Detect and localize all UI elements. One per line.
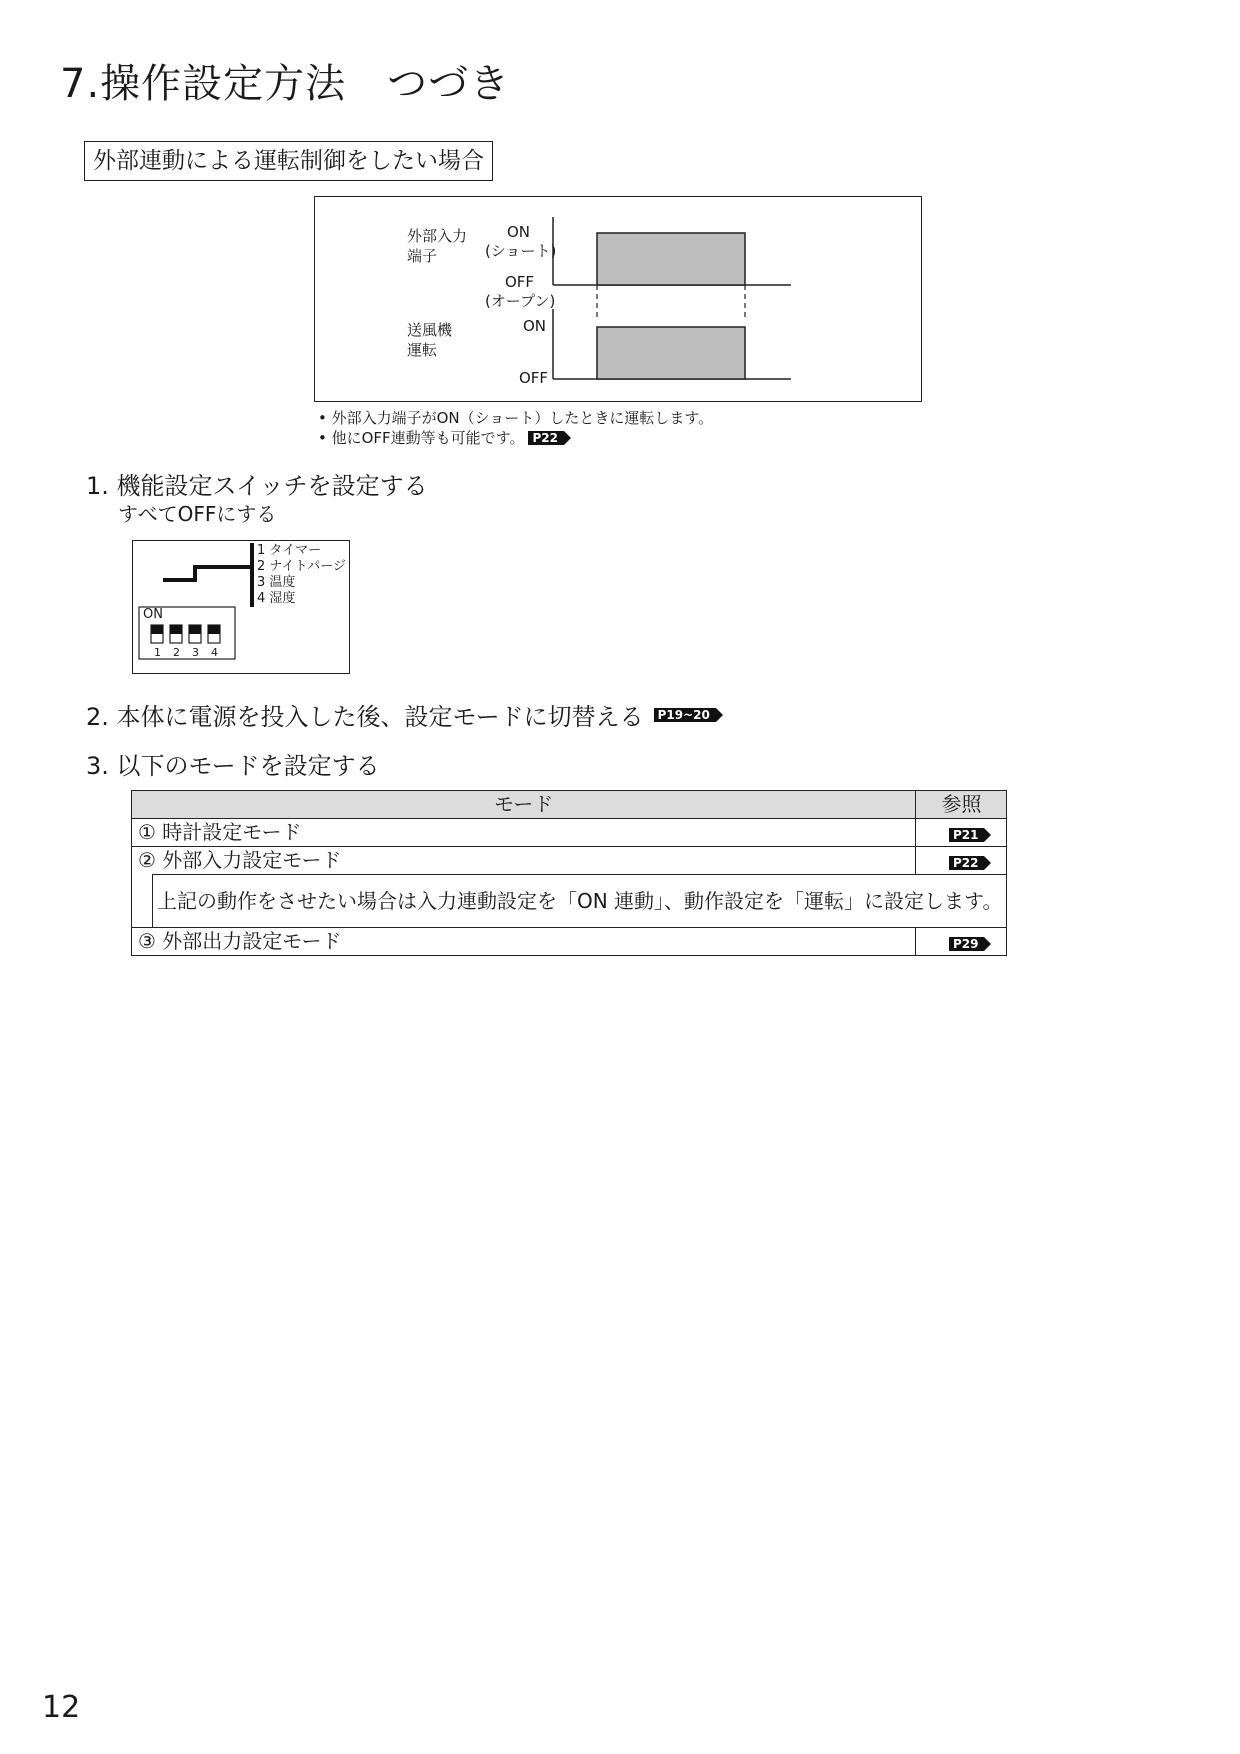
timing-chart [314,196,922,402]
row1-off-label: OFF [505,273,535,291]
page-ref-badge: P22 [949,856,985,870]
section-heading: 外部連動による運転制御をしたい場合 [84,141,493,181]
row1-off-sub: (オープン) [485,292,556,310]
row3-mode: ③ 外部出力設定モード [132,928,916,956]
row1-on-label: ON [507,223,531,241]
row1-label-line2: 端子 [407,247,438,265]
note-indent [132,875,153,928]
switch-number-4: 4 [211,646,218,659]
page-ref-badge: P21 [949,828,985,842]
switch-number-2: 2 [173,646,180,659]
switch-item-4: 4 湿度 [257,591,296,606]
page-title: 7.操作設定方法 つづき [60,61,511,107]
row2-off-label: OFF [519,369,549,387]
step2-title: 2. 本体に電源を投入した後、設定モードに切替える [86,703,644,731]
dip-switch-diagram [132,540,350,674]
page-ref-badge: P29 [949,937,985,951]
row3-ref-cell [916,928,1007,956]
table-row [132,819,1007,847]
table-row [132,847,1007,875]
fan-on-pulse [597,327,745,379]
step3-title: 3. 以下のモードを設定する [86,752,380,780]
notes [318,408,713,448]
row1-ref-cell [916,819,1007,847]
row1-label-line1: 外部入力 [407,227,468,245]
row1-mode: ① 時計設定モード [132,819,916,847]
note-2 [318,428,713,448]
row2-label-line2: 運転 [407,341,438,359]
row1-on-sub: (ショート) [485,242,557,260]
row2-ref-cell [916,847,1007,875]
note-1: • 外部入力端子がON（ショート）したときに運転します。 [318,409,714,427]
switch-number-3: 3 [192,646,199,659]
note-2-text: • 他にOFF連動等も可能です。 [318,429,525,447]
input-on-pulse [597,233,745,285]
header-ref: 参照 [916,791,1007,819]
switch-on-label: ON [143,607,163,622]
row2-note: 上記の動作をさせたい場合は入力連動設定を「ON 連動」、動作設定を「運転」に設定します。 [153,875,1007,928]
mode-table [131,790,1007,956]
header-mode: モード [132,791,916,819]
step1-title: 1. 機能設定スイッチを設定する [86,472,428,500]
step2 [86,697,724,732]
switch-item-3: 3 温度 [257,575,296,590]
page-ref-badge: P19~20 [654,708,716,722]
switch-item-1: 1 タイマー [257,543,322,558]
switch-item-2: 2 ナイトパージ [257,559,346,574]
table-row [132,875,1007,928]
page-ref-badge: P22 [528,431,564,445]
table-row [132,928,1007,956]
row2-label-line1: 送風機 [407,321,453,339]
table-header-row [132,791,1007,819]
step1-sub: すべてOFFにする [118,502,277,526]
row2-on-label: ON [523,317,547,335]
row2-mode: ② 外部入力設定モード [132,847,916,875]
switch-number-1: 1 [154,646,161,659]
page-number: 12 [42,1690,81,1725]
